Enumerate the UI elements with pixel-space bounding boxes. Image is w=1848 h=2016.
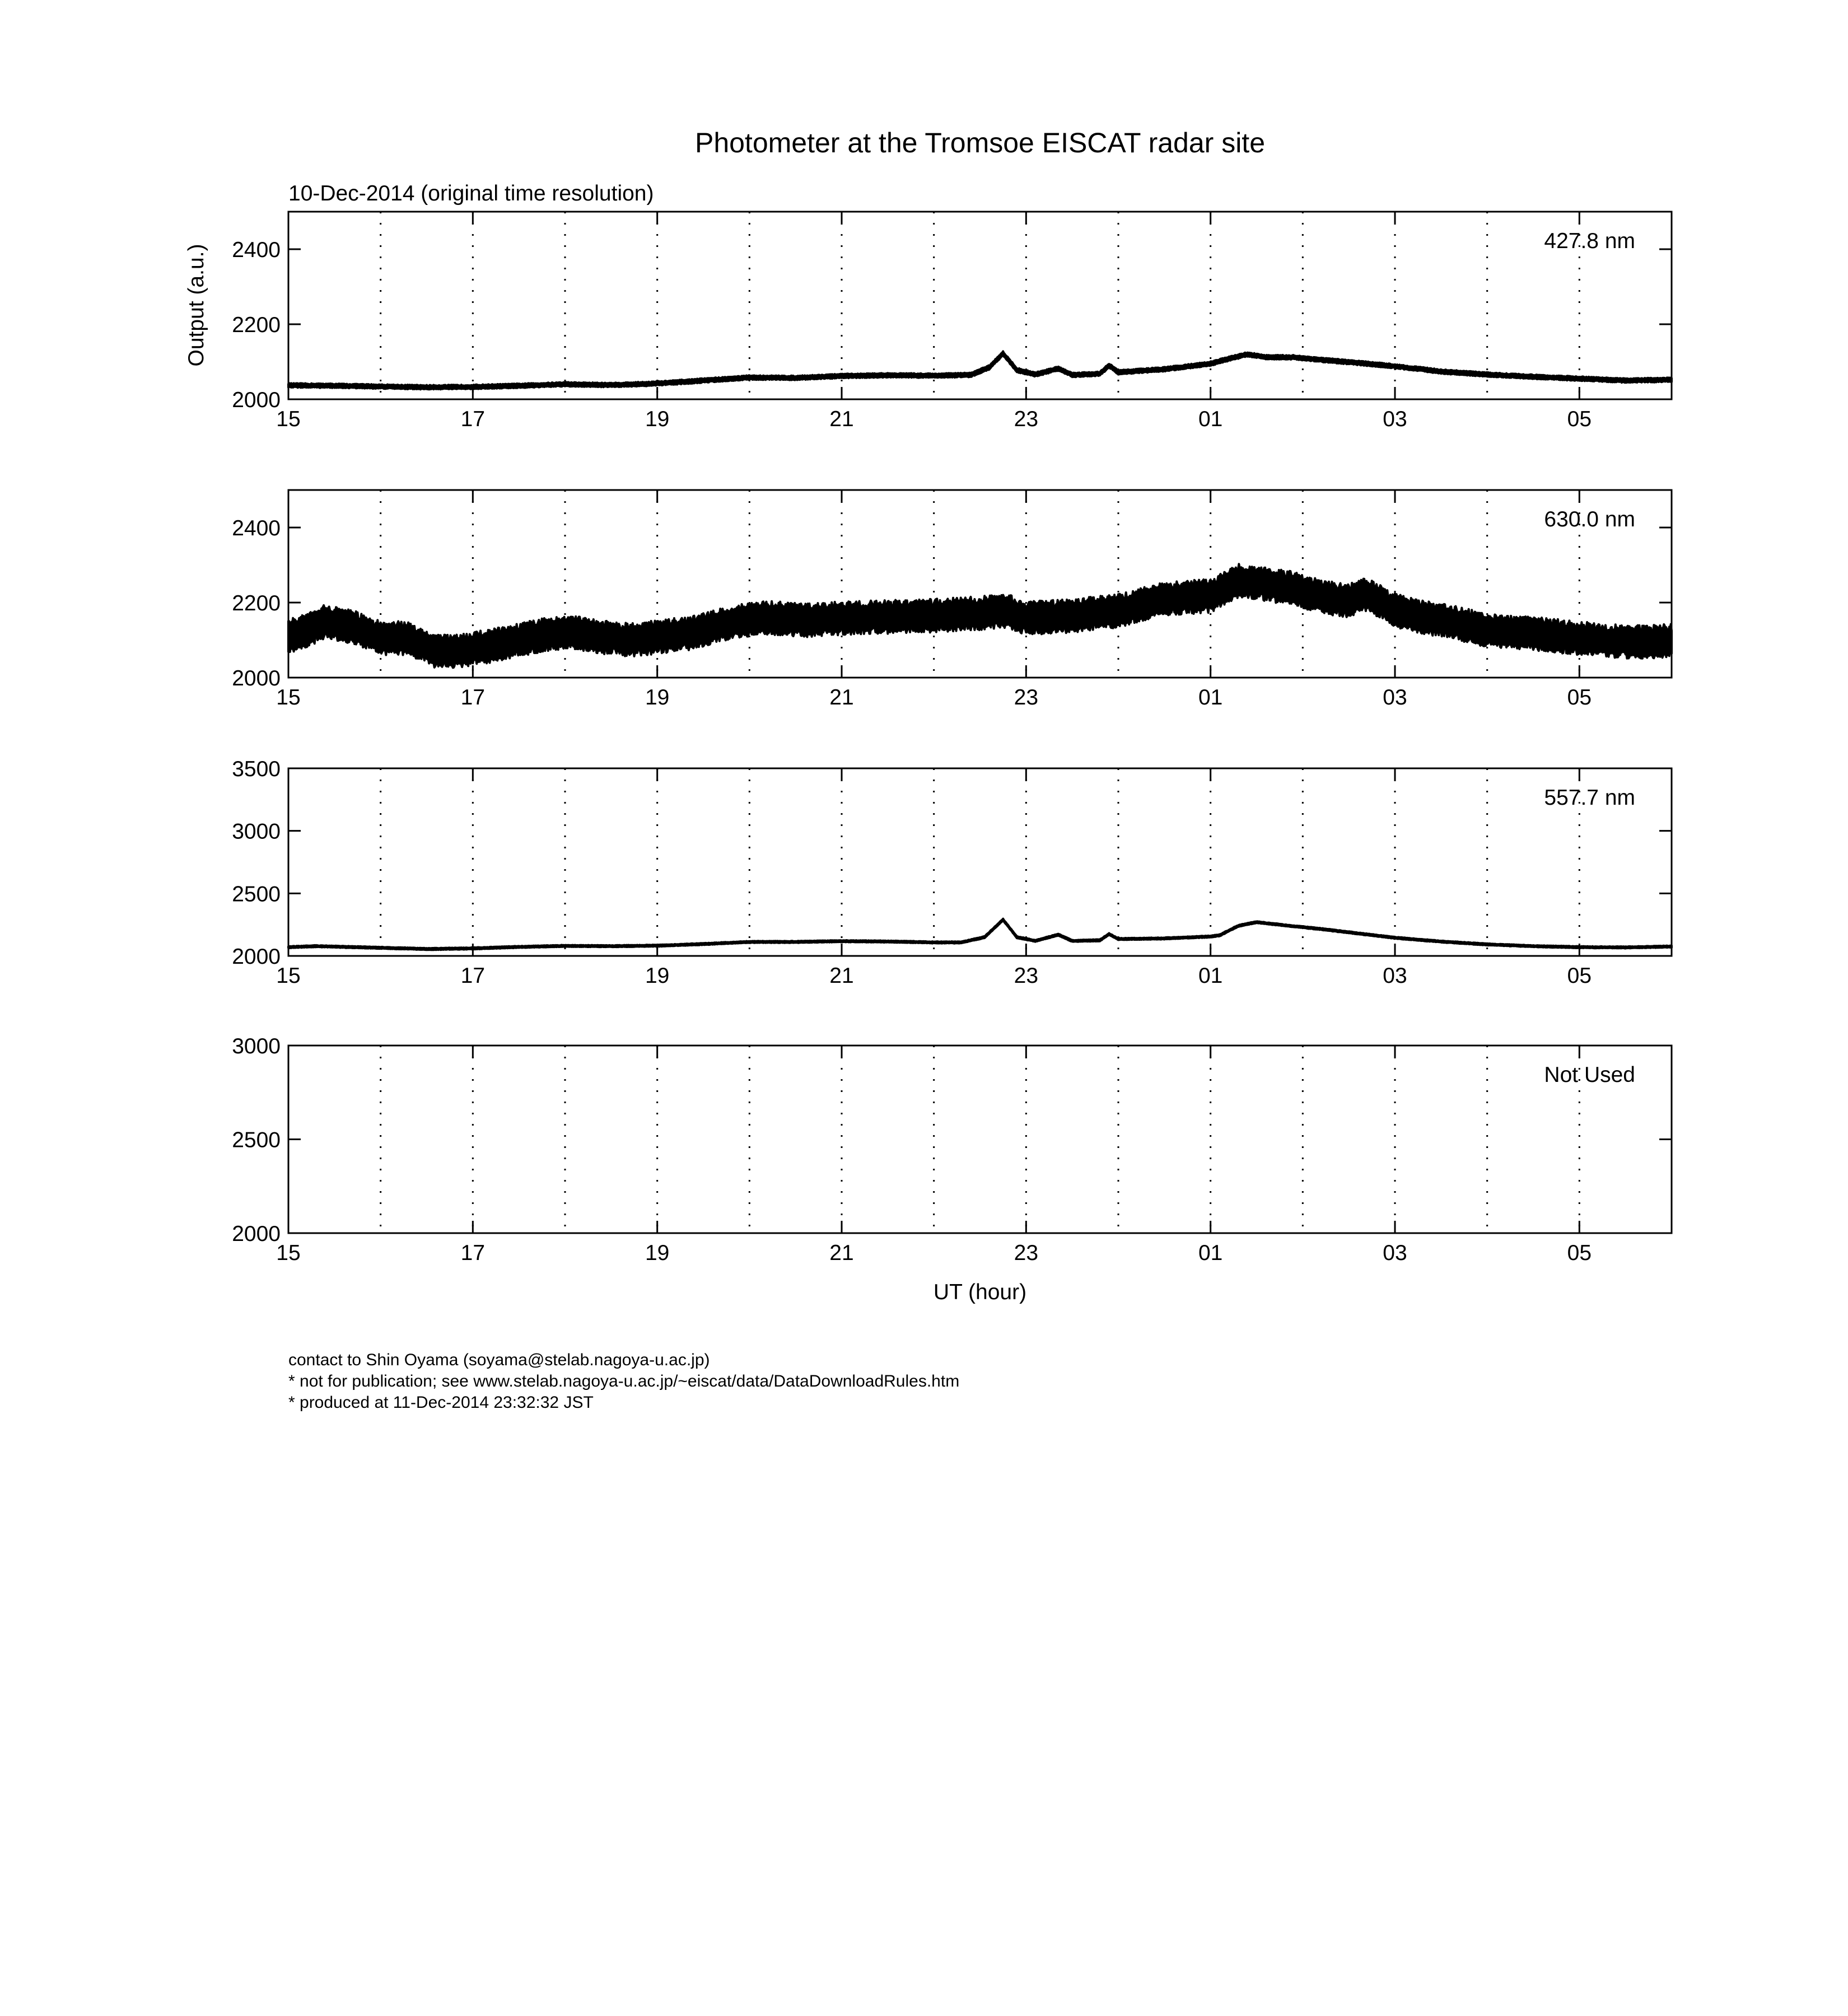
x-tick-label: 01: [1198, 685, 1223, 710]
panel-label: Not Used: [1544, 1063, 1635, 1087]
y-tick-label: 2400: [232, 516, 281, 540]
x-tick-label: 19: [645, 685, 670, 710]
x-tick-label: 05: [1567, 407, 1592, 431]
panels-group: [232, 212, 1672, 1265]
x-tick-label: 15: [276, 407, 301, 431]
x-tick-label: 17: [460, 1241, 486, 1265]
x-tick-label: 05: [1567, 964, 1592, 988]
x-tick-label: 01: [1198, 407, 1223, 431]
panel-4: [232, 1034, 1672, 1265]
y-tick-label: 2000: [232, 945, 281, 969]
x-tick-label: 17: [460, 964, 486, 988]
x-tick-label: 23: [1014, 1241, 1039, 1265]
x-tick-label: 21: [829, 407, 854, 431]
panel-label: 557.7 nm: [1544, 786, 1635, 810]
y-tick-label: 2200: [232, 313, 281, 337]
y-tick-label: 2500: [232, 1128, 281, 1152]
y-tick-label: 3000: [232, 1034, 281, 1058]
x-tick-label: 03: [1383, 407, 1407, 431]
footer-publication-note: * not for publication; see www.stelab.nagoya-u.ac.jp/~eiscat/data/DataDownloadRules.htm: [288, 1372, 960, 1390]
panel-1: [232, 212, 1672, 431]
y-tick-label: 2000: [232, 666, 281, 690]
x-tick-label: 23: [1014, 685, 1039, 710]
series-trace: [288, 351, 1672, 389]
panel-frame: [288, 1046, 1672, 1233]
x-tick-label: 21: [829, 685, 854, 710]
x-tick-label: 21: [829, 1241, 854, 1265]
footer-notes: [288, 1350, 959, 1413]
x-tick-label: 17: [460, 407, 486, 431]
x-tick-label: 01: [1198, 964, 1223, 988]
x-tick-label: 01: [1198, 1241, 1223, 1265]
y-tick-label: 2400: [232, 238, 281, 262]
y-tick-label: 2000: [232, 388, 281, 412]
x-tick-label: 05: [1567, 1241, 1592, 1265]
series-trace: [288, 919, 1672, 950]
panel-label: 630.0 nm: [1544, 507, 1635, 531]
x-tick-label: 23: [1014, 964, 1039, 988]
chart-subtitle: 10-Dec-2014 (original time resolution): [288, 181, 654, 206]
footer-contact: contact to Shin Oyama (soyama@stelab.nagoya-u.ac.jp): [288, 1351, 710, 1369]
x-tick-label: 15: [276, 685, 301, 710]
panel-3: [232, 757, 1672, 988]
x-tick-label: 03: [1383, 964, 1407, 988]
y-tick-label: 3500: [232, 757, 281, 781]
y-tick-label: 2500: [232, 882, 281, 907]
y-tick-label: 2000: [232, 1222, 281, 1246]
x-tick-label: 19: [645, 1241, 670, 1265]
panel-label: 427.8 nm: [1544, 229, 1635, 253]
x-axis-label: UT (hour): [933, 1280, 1027, 1304]
x-tick-label: 19: [645, 964, 670, 988]
y-axis-label: Output (a.u.): [184, 244, 208, 367]
x-tick-label: 19: [645, 407, 670, 431]
series-trace: [288, 564, 1672, 668]
x-tick-label: 05: [1567, 685, 1592, 710]
x-tick-label: 21: [829, 964, 854, 988]
chart-title: Photometer at the Tromsoe EISCAT radar site: [694, 127, 1266, 158]
x-tick-label: 15: [276, 1241, 301, 1265]
x-tick-label: 03: [1383, 1241, 1407, 1265]
footer-produced-note: * produced at 11-Dec-2014 23:32:32 JST: [288, 1393, 594, 1412]
panel-2: [232, 490, 1672, 710]
x-tick-label: 17: [460, 685, 486, 710]
y-tick-label: 2200: [232, 591, 281, 615]
y-tick-label: 3000: [232, 819, 281, 844]
x-tick-label: 15: [276, 964, 301, 988]
x-tick-label: 23: [1014, 407, 1039, 431]
x-tick-label: 03: [1383, 685, 1407, 710]
panel-frame: [288, 768, 1672, 956]
